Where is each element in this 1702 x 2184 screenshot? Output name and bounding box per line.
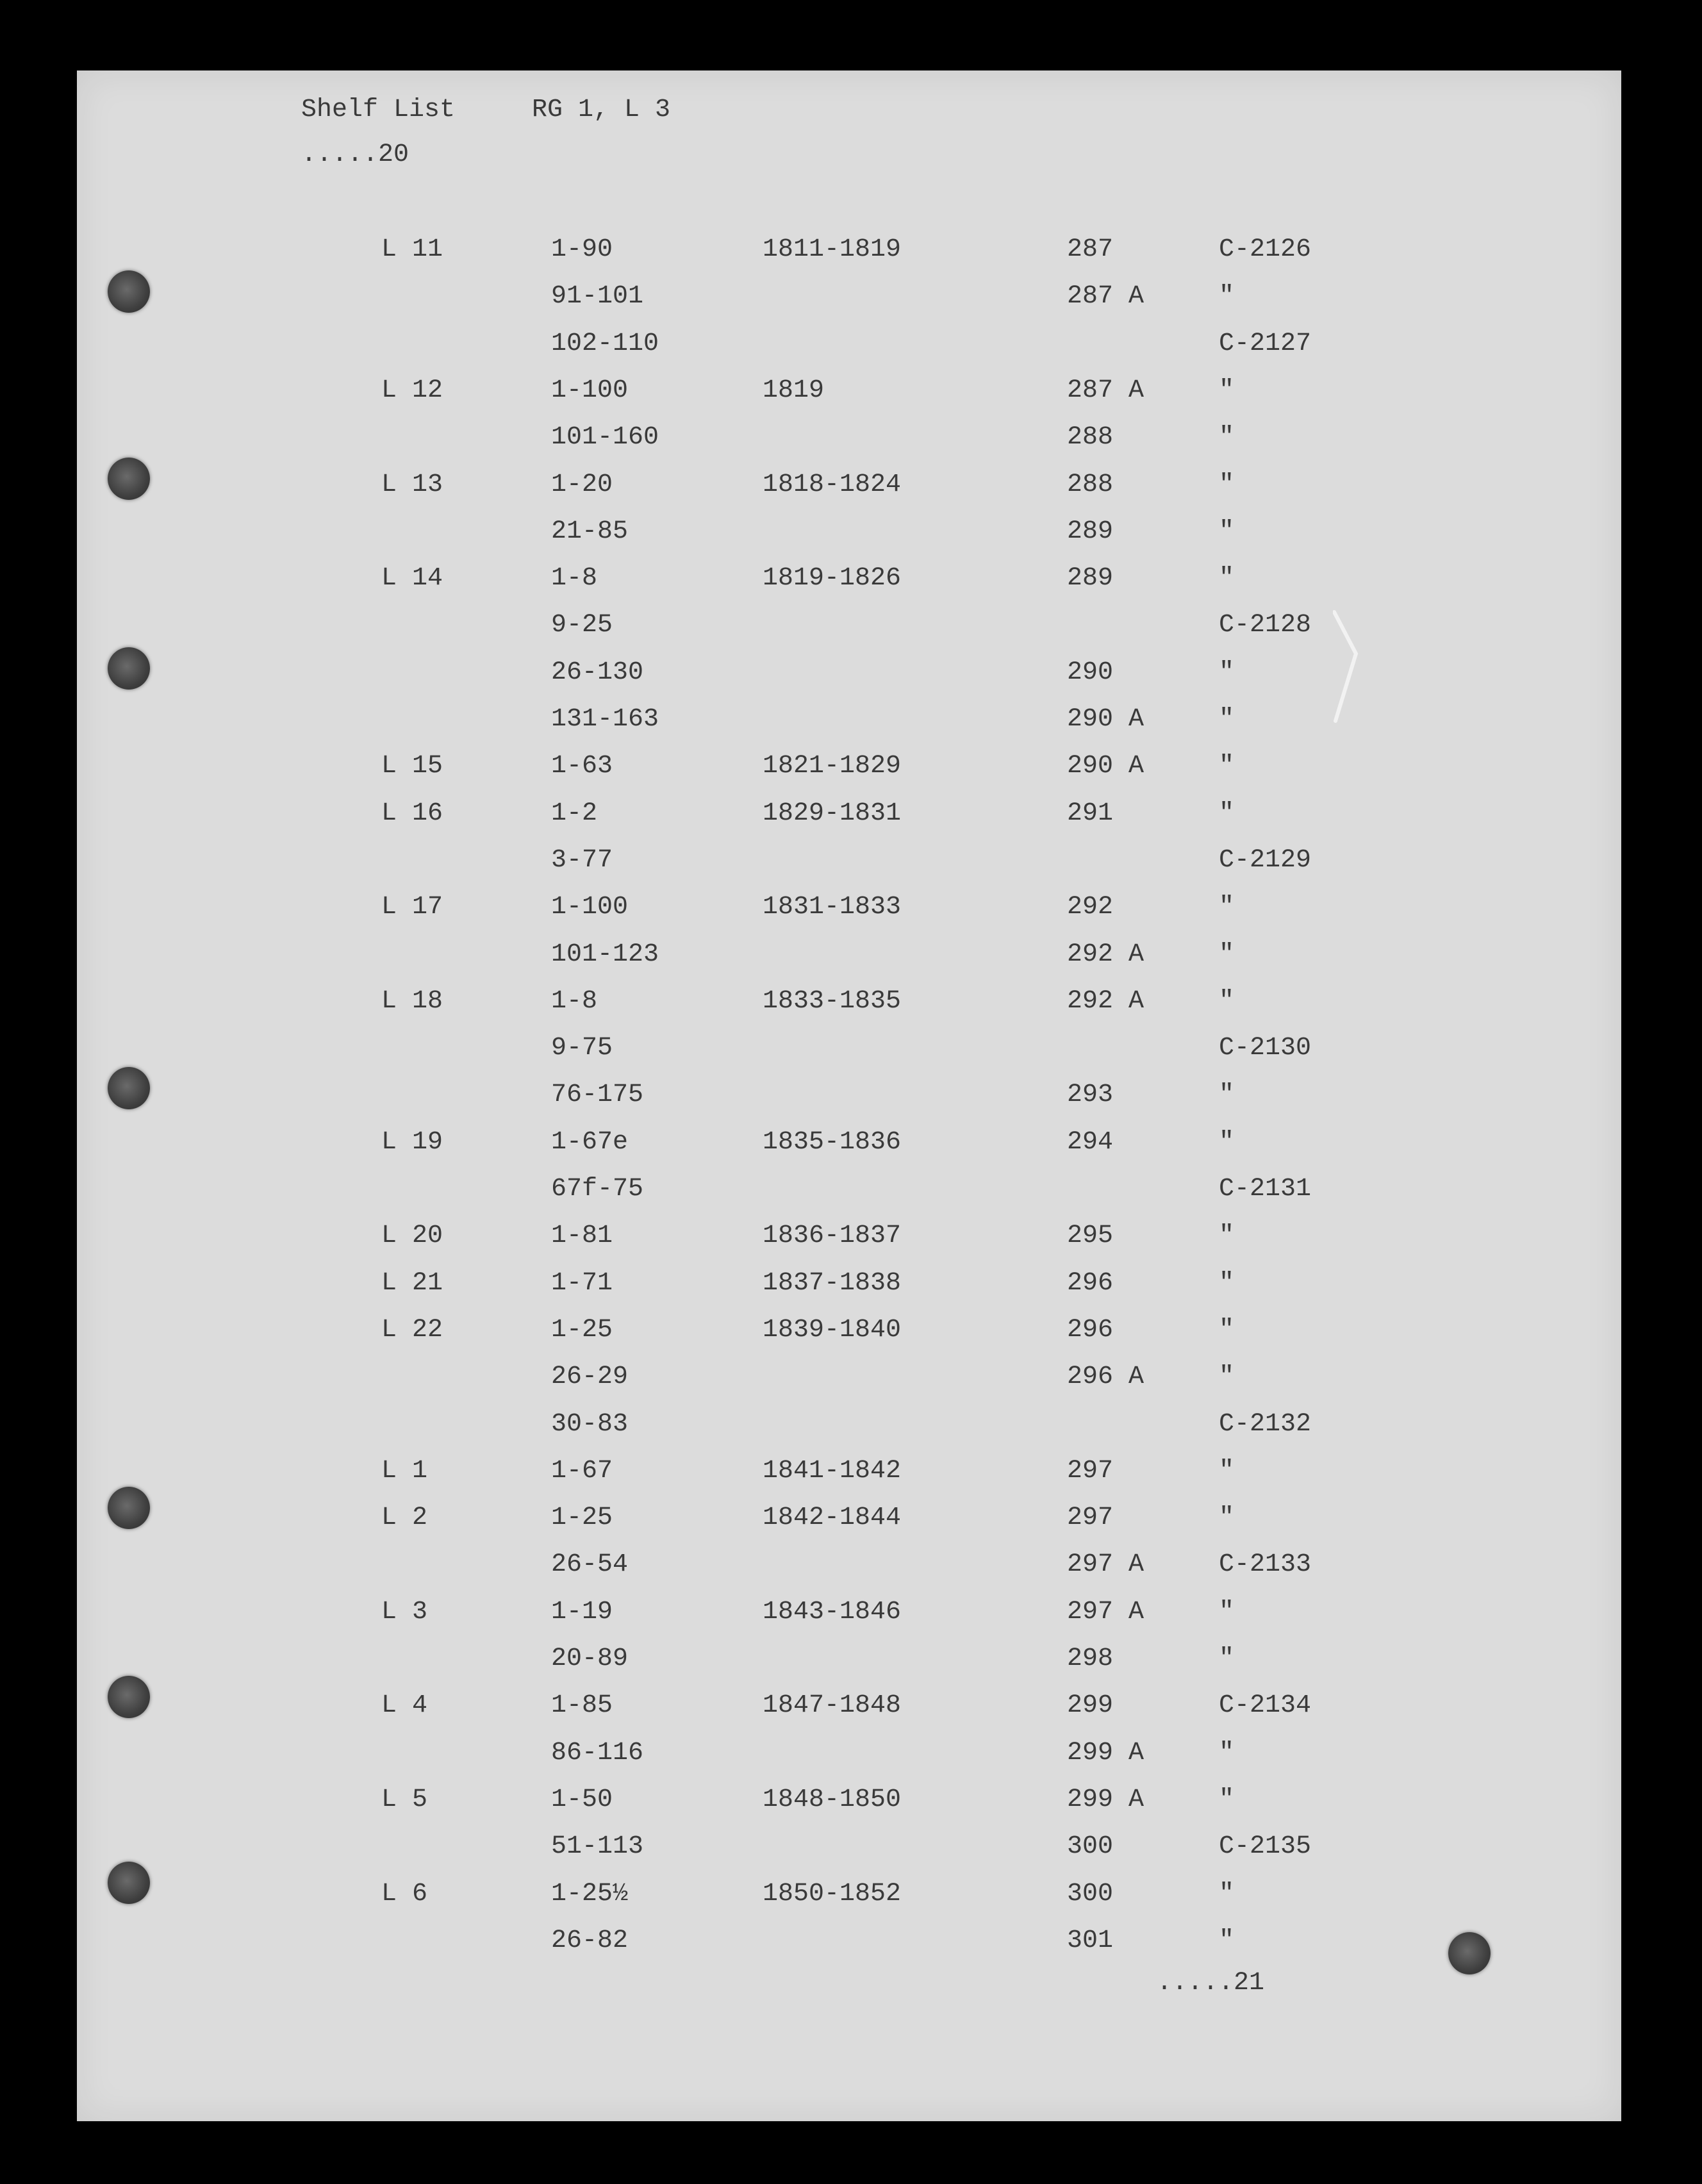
row-letter: L 12 [381,376,443,405]
table-row [77,1882,1621,1920]
row-box: 299 A [1067,1785,1144,1814]
previous-page-reference: .....20 [301,140,409,169]
row-reel: C-2130 [1219,1034,1312,1063]
row-letter: L 13 [381,470,443,499]
row-range: 76-175 [551,1080,644,1109]
row-box: 291 [1067,799,1114,828]
row-reel: " [1219,1598,1235,1626]
table-row [77,284,1621,322]
row-letter: L 6 [381,1880,428,1908]
row-reel: " [1219,705,1235,734]
row-box: 289 [1067,564,1114,593]
row-range: 1-25½ [551,1880,629,1908]
row-box: 290 A [1067,752,1144,781]
row-letter: L 18 [381,987,443,1016]
row-years: 1842-1844 [763,1503,902,1532]
row-range: 1-25 [551,1503,613,1532]
table-row [77,1787,1621,1826]
row-letter: L 1 [381,1457,428,1485]
row-box: 287 A [1067,282,1144,311]
row-range: 3-77 [551,846,613,875]
row-range: 26-82 [551,1926,629,1955]
row-range: 1-67 [551,1457,613,1485]
table-row [77,1459,1621,1497]
table-row [77,1177,1621,1215]
table-row [77,801,1621,840]
row-reel: " [1219,1739,1235,1767]
row-range: 1-100 [551,893,629,922]
row-range: 1-8 [551,564,598,593]
row-box: 296 [1067,1269,1114,1298]
row-box: 301 [1067,1926,1114,1955]
row-reel: " [1219,564,1235,593]
row-range: 91-101 [551,282,644,311]
row-years: 1831-1833 [763,893,902,922]
table-row [77,1364,1621,1403]
row-box: 290 A [1067,705,1144,734]
row-range: 131-163 [551,705,659,734]
row-years: 1839-1840 [763,1316,902,1344]
row-box: 294 [1067,1128,1114,1157]
row-range: 1-25 [551,1316,613,1344]
table-row [77,848,1621,886]
table-row [77,1834,1621,1873]
row-range: 26-130 [551,658,644,687]
row-letter: L 21 [381,1269,443,1298]
table-row [77,613,1621,651]
table-row [77,1552,1621,1591]
row-years: 1850-1852 [763,1880,902,1908]
table-row [77,1741,1621,1779]
row-years: 1835-1836 [763,1128,902,1157]
table-row [77,942,1621,980]
row-box: 290 [1067,658,1114,687]
row-box: 295 [1067,1221,1114,1250]
row-years: 1833-1835 [763,987,902,1016]
row-range: 9-25 [551,611,613,640]
row-box: 299 [1067,1691,1114,1720]
table-row [77,378,1621,417]
row-reel: C-2128 [1219,611,1312,640]
row-reel: " [1219,1926,1235,1955]
row-years: 1841-1842 [763,1457,902,1485]
row-years: 1836-1837 [763,1221,902,1250]
row-reel: " [1219,1316,1235,1344]
row-letter: L 4 [381,1691,428,1720]
row-reel: " [1219,799,1235,828]
row-reel: C-2131 [1219,1175,1312,1204]
row-reel: C-2135 [1219,1832,1312,1861]
row-range: 1-63 [551,752,613,781]
row-years: 1818-1824 [763,470,902,499]
row-reel: C-2127 [1219,329,1312,358]
row-reel: " [1219,658,1235,687]
row-box: 296 [1067,1316,1114,1344]
table-row [77,472,1621,511]
row-reel: " [1219,987,1235,1016]
row-letter: L 2 [381,1503,428,1532]
row-years: 1811-1819 [763,235,902,264]
table-row [77,1036,1621,1074]
row-box: 296 A [1067,1362,1144,1391]
row-range: 1-100 [551,376,629,405]
row-range: 101-160 [551,423,659,452]
row-letter: L 3 [381,1598,428,1626]
row-reel: " [1219,1128,1235,1157]
table-row [77,1318,1621,1356]
row-years: 1821-1829 [763,752,902,781]
row-range: 26-54 [551,1550,629,1579]
row-reel: C-2126 [1219,235,1312,264]
row-reel: " [1219,1080,1235,1109]
table-row [77,1412,1621,1450]
row-years: 1819 [763,376,825,405]
table-row [77,1082,1621,1121]
row-box: 292 [1067,893,1114,922]
row-range: 102-110 [551,329,659,358]
row-reel: C-2132 [1219,1410,1312,1439]
row-letter: L 16 [381,799,443,828]
table-row [77,1693,1621,1732]
row-reel: C-2133 [1219,1550,1312,1579]
row-reel: " [1219,1503,1235,1532]
row-reel: " [1219,517,1235,546]
next-page-reference: .....21 [1157,1969,1265,1998]
row-reel: " [1219,1880,1235,1908]
table-row [77,1600,1621,1638]
row-range: 1-20 [551,470,613,499]
row-letter: L 20 [381,1221,443,1250]
row-reel: " [1219,752,1235,781]
table-row [77,660,1621,699]
row-years: 1819-1826 [763,564,902,593]
table-row [77,1223,1621,1262]
row-letter: L 14 [381,564,443,593]
row-range: 20-89 [551,1644,629,1673]
row-range: 1-90 [551,235,613,264]
row-range: 86-116 [551,1739,644,1767]
row-reel: " [1219,423,1235,452]
row-box: 293 [1067,1080,1114,1109]
table-row [77,566,1621,604]
row-range: 67f-75 [551,1175,644,1204]
row-reel: " [1219,1221,1235,1250]
row-range: 1-85 [551,1691,613,1720]
table-row [77,1505,1621,1544]
row-box: 297 [1067,1503,1114,1532]
row-reel: " [1219,1785,1235,1814]
table-row [77,519,1621,558]
row-years: 1837-1838 [763,1269,902,1298]
table-row [77,425,1621,463]
table-row [77,1130,1621,1168]
row-years: 1847-1848 [763,1691,902,1720]
document-page [77,70,1621,2121]
row-reel: " [1219,893,1235,922]
row-reel: " [1219,282,1235,311]
row-box: 297 A [1067,1550,1144,1579]
row-range: 1-81 [551,1221,613,1250]
row-range: 1-19 [551,1598,613,1626]
row-box: 292 A [1067,987,1144,1016]
table-row [77,1928,1621,1967]
row-letter: L 17 [381,893,443,922]
header-title: Shelf List [301,95,456,124]
row-letter: L 19 [381,1128,443,1157]
row-range: 30-83 [551,1410,629,1439]
row-reel: C-2129 [1219,846,1312,875]
row-box: 300 [1067,1880,1114,1908]
row-range: 9-75 [551,1034,613,1063]
row-box: 288 [1067,423,1114,452]
row-box: 287 A [1067,376,1144,405]
table-row [77,754,1621,792]
row-range: 1-8 [551,987,598,1016]
row-reel: " [1219,1644,1235,1673]
row-box: 300 [1067,1832,1114,1861]
row-reel: " [1219,470,1235,499]
row-range: 51-113 [551,1832,644,1861]
table-row [77,707,1621,745]
row-reel: " [1219,940,1235,969]
row-range: 1-50 [551,1785,613,1814]
table-row [77,1271,1621,1309]
row-reel: " [1219,1457,1235,1485]
row-range: 26-29 [551,1362,629,1391]
row-reel: " [1219,376,1235,405]
row-box: 289 [1067,517,1114,546]
row-range: 1-2 [551,799,598,828]
row-box: 288 [1067,470,1114,499]
header-series: RG 1, L 3 [532,95,671,124]
row-box: 298 [1067,1644,1114,1673]
table-row [77,989,1621,1027]
table-row [77,895,1621,933]
row-range: 1-67e [551,1128,629,1157]
row-reel: C-2134 [1219,1691,1312,1720]
row-range: 21-85 [551,517,629,546]
table-row [77,237,1621,276]
row-reel: " [1219,1362,1235,1391]
row-letter: L 5 [381,1785,428,1814]
row-box: 299 A [1067,1739,1144,1767]
row-years: 1843-1846 [763,1598,902,1626]
row-range: 1-71 [551,1269,613,1298]
row-reel: " [1219,1269,1235,1298]
row-years: 1848-1850 [763,1785,902,1814]
row-box: 297 [1067,1457,1114,1485]
row-box: 297 A [1067,1598,1144,1626]
row-range: 101-123 [551,940,659,969]
row-letter: L 22 [381,1316,443,1344]
table-row [77,1646,1621,1685]
row-letter: L 15 [381,752,443,781]
row-box: 292 A [1067,940,1144,969]
table-row [77,331,1621,370]
row-box: 287 [1067,235,1114,264]
row-letter: L 11 [381,235,443,264]
row-years: 1829-1831 [763,799,902,828]
